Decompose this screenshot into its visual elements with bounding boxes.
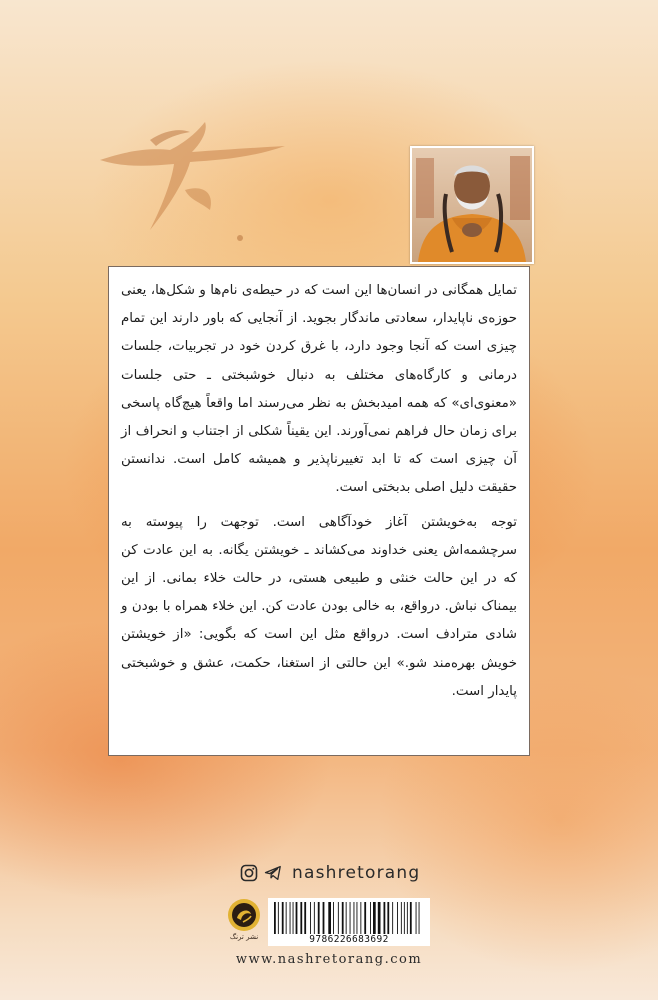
barcode-bar (350, 902, 351, 934)
barcode-bar (314, 902, 315, 934)
social-handle-row (240, 862, 420, 884)
barcode-bar (346, 902, 347, 934)
barcode-bar (282, 902, 284, 934)
barcode-bar (296, 902, 298, 934)
publisher-logo-icon (227, 898, 261, 932)
blurb-text-box (108, 266, 530, 756)
barcode-bar (370, 902, 371, 934)
barcode-bar (323, 902, 325, 934)
telegram-icon (264, 864, 282, 882)
brush-stroke-decoration (90, 120, 290, 270)
barcode-bar (338, 902, 339, 934)
barcode-bar (333, 902, 334, 934)
barcode-bar (387, 902, 389, 934)
barcode-bar (410, 902, 412, 934)
barcode-bar (397, 902, 398, 934)
barcode-bar (392, 902, 393, 934)
isbn-barcode (268, 898, 430, 946)
barcode-bar (328, 902, 331, 934)
author-photo (410, 146, 534, 264)
barcode-bar (274, 902, 276, 934)
barcode-bar (360, 902, 361, 934)
blurb-paragraph-1: تمایل همگانی در انسان‌ها این است که در حیطه‌ی نام‌ها و شکل‌ها، یعنی حوزه‌ی ناپایدار، سعادتی ماندگار بجوید. از آنجایی که باور دارند این تمام چیزی است که آنجا وجود دارد، با غرق کردن خود در تجربیات، جلسات درمانی و کارگاه‌های مختلف به دنبال خوشبختی ـ حتی جلسات «معنوی‌ای» که همه امیدبخش به نظر می‌رسند اما واقعاً هیچ‌گاه پاسخی برای زمان حال فراهم نمی‌آورند. این یقیناً شکلی از اجتناب و انحراف از آن چیزی است که تا ابد تغییرناپذیر و همیشه کامل است. ندانستن حقیقت دلیل اصلی بدبختی است. (121, 283, 517, 496)
isbn-number: 9786226683692 (309, 934, 389, 945)
barcode-bar (419, 902, 420, 934)
barcode-bars (268, 900, 430, 936)
barcode-bar (290, 902, 291, 934)
barcode-bar (378, 902, 381, 934)
barcode-bar (310, 902, 311, 934)
barcode-bar (401, 902, 402, 934)
barcode-bar (278, 902, 279, 934)
barcode-bar (318, 902, 320, 934)
publisher-logo (224, 898, 264, 944)
barcode-bar (304, 902, 306, 934)
barcode-bar (416, 902, 417, 934)
blurb-paragraph-2: توجه به‌خویشتن آغاز خودآگاهی است. توجهت را پیوسته به سرچشمه‌اش یعنی خداوند می‌کشاند ـ خویشتن یگانه. به این عادت کن که در این حالت خنثی و طبیعی هستی، در حالت خلاء بمانی. از این بیمناک نباش. درواقع، به خالی بودن عادت کن. این خلاء همراه با بودن و شادی مترادف است. درواقع مثل این است که بگویی: «از خویشتن خویش بهره‌مند شو.» این حالتی از استغنا، حکمت، عشق و خوشبختی پایدار است. (121, 514, 517, 699)
barcode-bar (357, 902, 358, 934)
barcode-bar (373, 902, 376, 934)
barcode-bar (404, 902, 405, 934)
barcode-bar (384, 902, 386, 934)
author-photo-icon (412, 148, 532, 262)
barcode-bar (342, 902, 344, 934)
barcode-bar (354, 902, 355, 934)
barcode-bar (286, 902, 287, 934)
instagram-icon (240, 864, 258, 882)
barcode-bar (300, 902, 302, 934)
publisher-logo-caption: نشر ترنگ (229, 933, 259, 941)
barcode-bar (364, 902, 366, 934)
barcode-bar (407, 902, 408, 934)
social-handle: nashretorang (292, 863, 421, 883)
barcode-bar (293, 902, 294, 934)
publisher-website: www.nashretorang.com (235, 952, 423, 967)
